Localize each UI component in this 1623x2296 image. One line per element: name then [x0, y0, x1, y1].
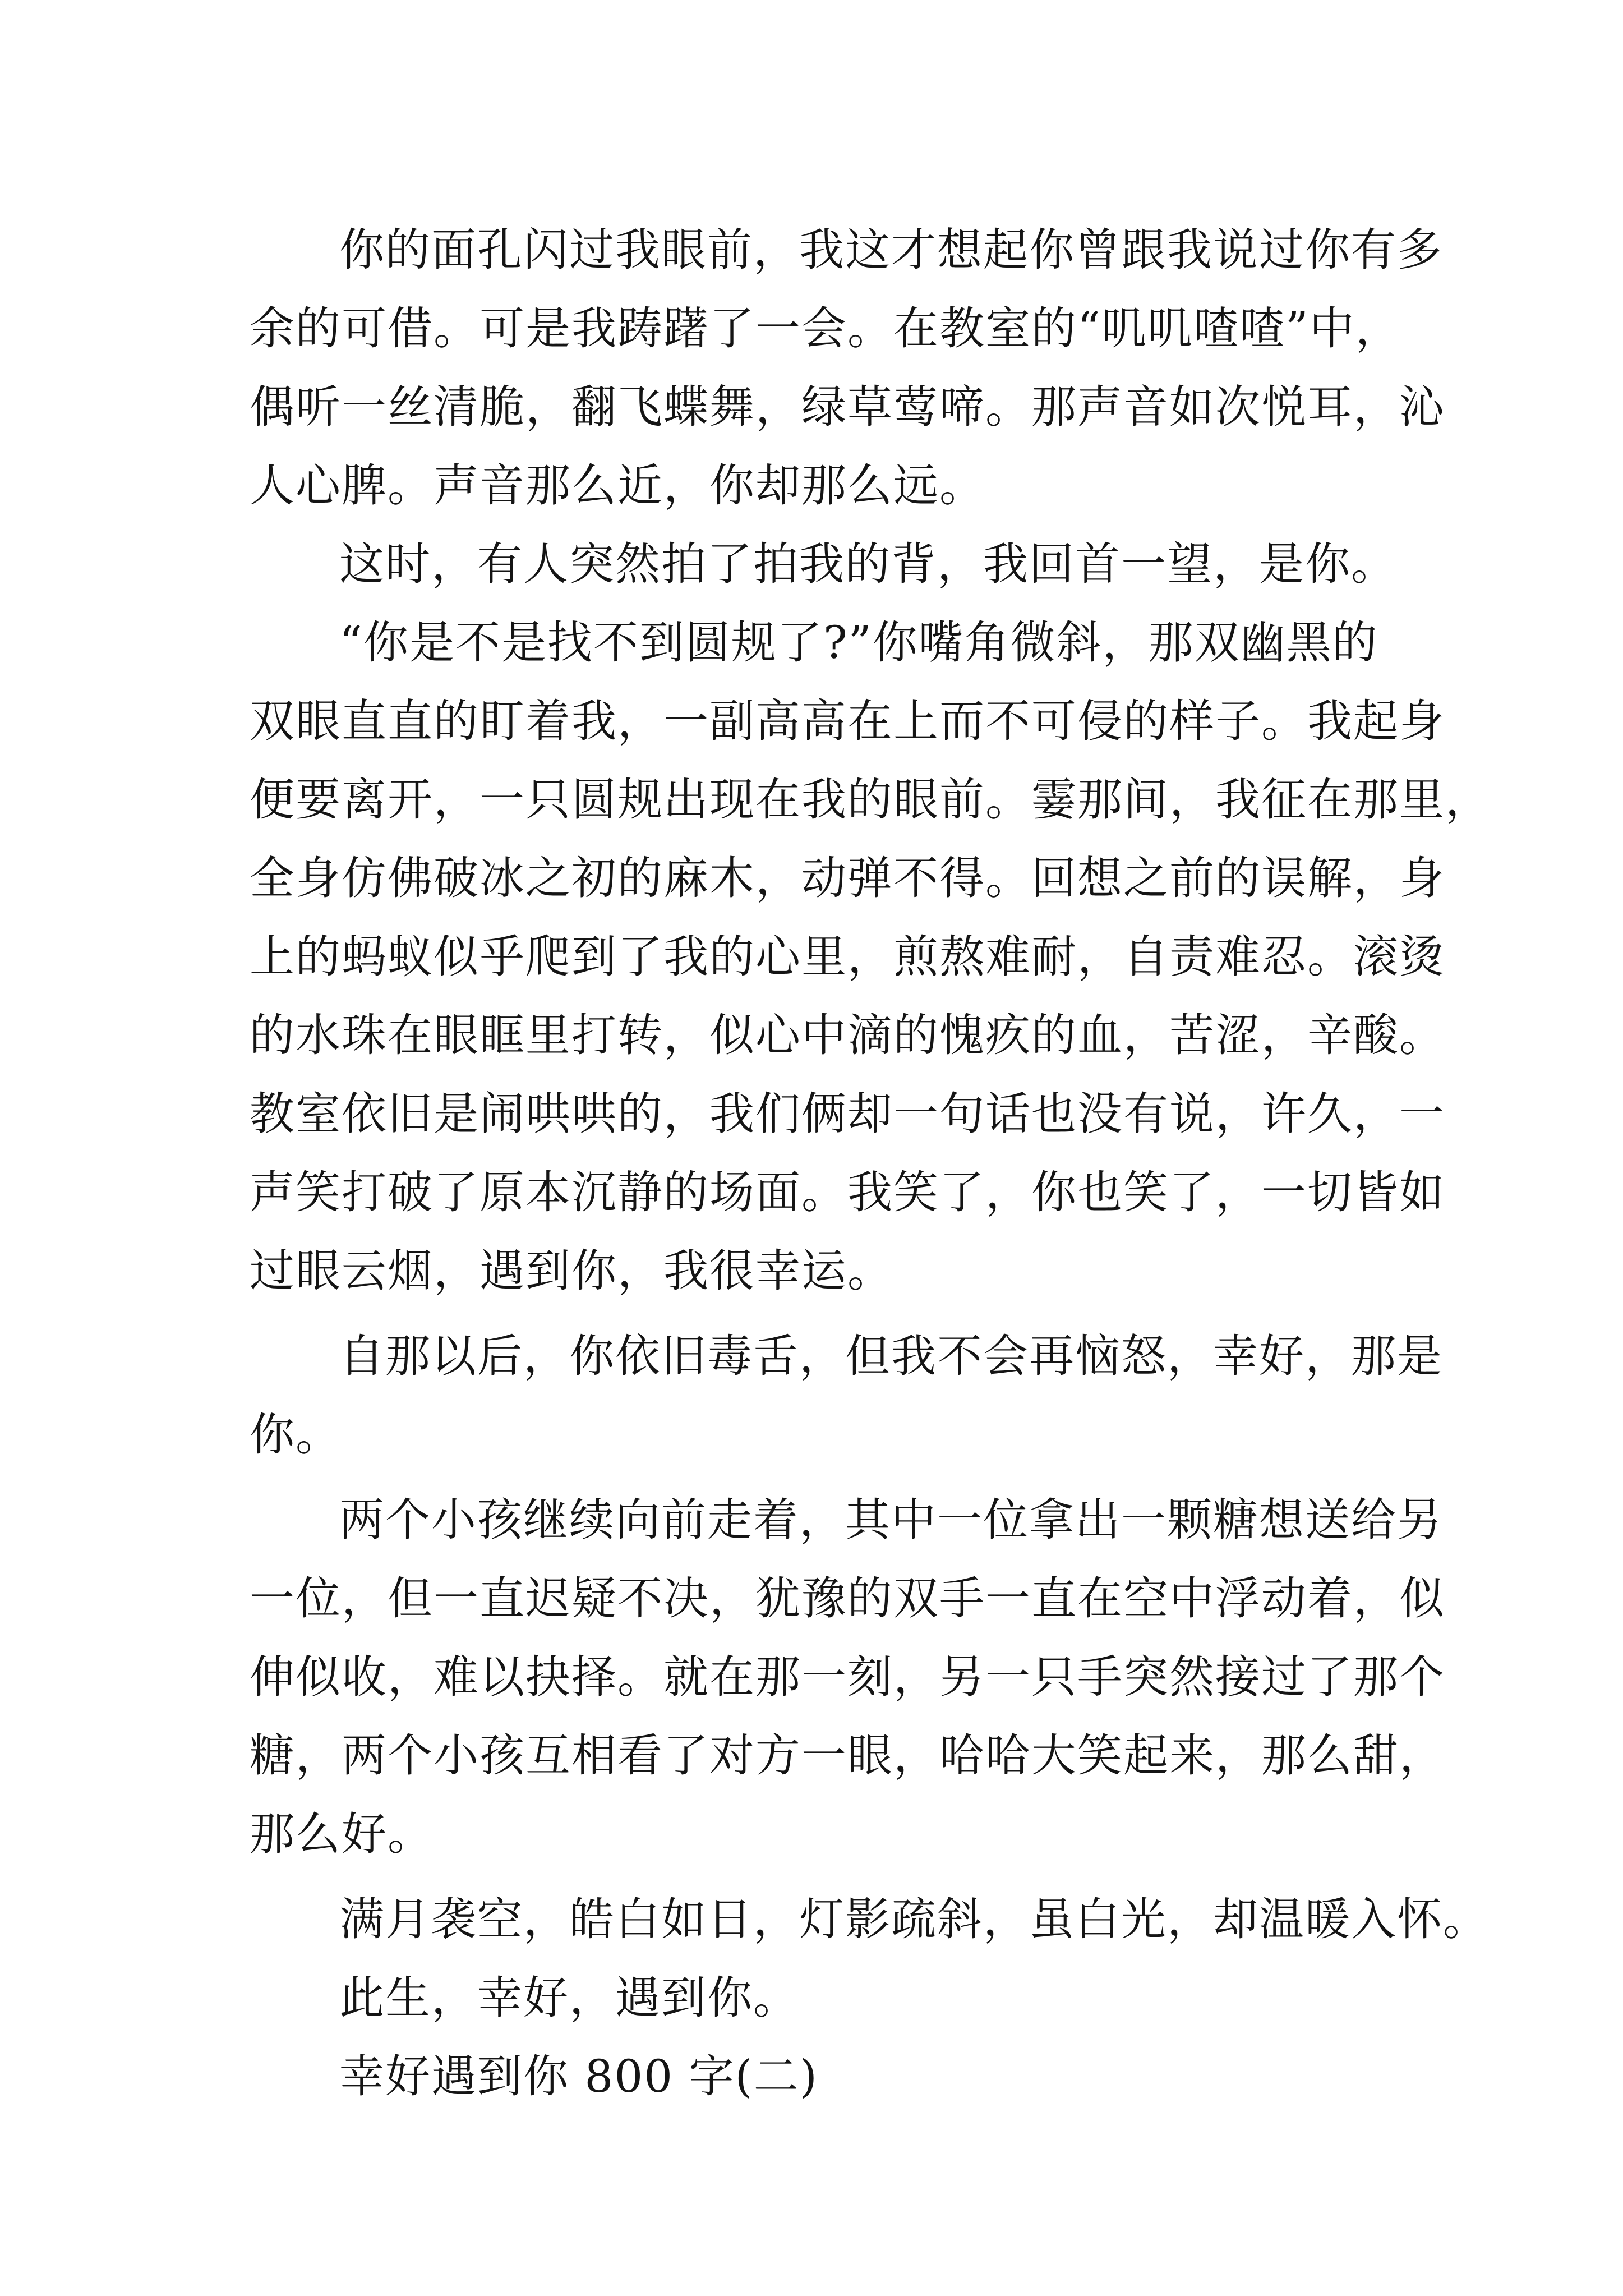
text-line: 两个小孩继续向前走着，其中一位拿出一颗糖想送给另: [339, 1494, 1443, 1546]
text-line: 此生，幸好，遇到你。: [339, 1972, 799, 2024]
essay-body: [250, 211, 1491, 2116]
text-line: 你的面孔闪过我眼前，我这才想起你曾跟我说过你有多: [339, 224, 1443, 276]
text-line: 人心脾。声音那么近，你却那么远。: [250, 459, 985, 512]
text-line: 上的蚂蚁似乎爬到了我的心里，煎熬难耐，自责难忍。滚烫: [250, 931, 1445, 983]
text-line: 全身仿佛破冰之初的麻木，动弹不得。回想之前的误解，身: [250, 852, 1445, 904]
text-line: 糖，两个小孩互相看了对方一眼，哈哈大笑起来，那么甜，: [250, 1729, 1445, 1782]
text-line: 一位，但一直迟疑不决，犹豫的双手一直在空中浮动着，似: [250, 1572, 1445, 1625]
text-line: 的水珠在眼眶里打转，似心中滴的愧疚的血，苦涩，辛酸。: [250, 1009, 1445, 1061]
text-line: 过眼云烟，遇到你，我很幸运。: [250, 1245, 893, 1297]
text-line: 便要离开，一只圆规出现在我的眼前。霎那间，我征在那里，: [250, 774, 1491, 826]
text-line: 双眼直直的盯着我，一副高高在上而不可侵的样子。我起身: [250, 695, 1445, 747]
text-line: 偶听一丝清脆，翻飞蝶舞，绿草莺啼。那声音如次悦耳，沁: [250, 381, 1445, 433]
text-line: 余的可借。可是我踌躇了一会。在教室的“叽叽喳喳”中，: [250, 302, 1401, 355]
text-line: 伸似收，难以抉择。就在那一刻，另一只手突然接过了那个: [250, 1651, 1445, 1703]
section-heading: 幸好遇到你 800 字(二): [339, 2050, 818, 2102]
text-line: 声笑打破了原本沉静的场面。我笑了，你也笑了，一切皆如: [250, 1166, 1445, 1218]
text-line: “你是不是找不到圆规了?”你嘴角微斜，那双幽黑的: [339, 616, 1378, 669]
text-line: 你。: [250, 1409, 342, 1461]
text-line: 教室依旧是闹哄哄的，我们俩却一句话也没有说，许久，一: [250, 1088, 1445, 1140]
text-line: 自那以后，你依旧毒舌，但我不会再恼怒，幸好，那是: [339, 1330, 1443, 1382]
text-line: 满月袭空，皓白如日，灯影疏斜，虽白光，却温暖入怀。: [339, 1893, 1489, 1945]
text-line: 那么好。: [250, 1808, 434, 1860]
text-line: 这时，有人突然拍了拍我的背，我回首一望，是你。: [339, 538, 1397, 590]
